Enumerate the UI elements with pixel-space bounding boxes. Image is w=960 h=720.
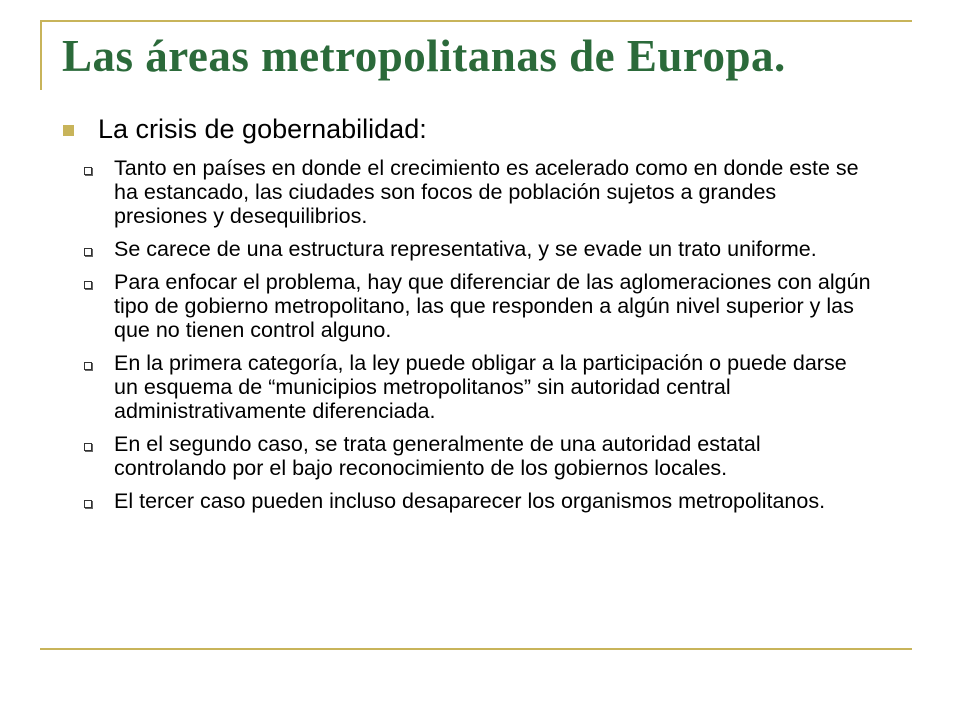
square-bullet-icon [63,125,74,136]
sub-bullet-item [82,351,920,423]
sub-bullet-item [82,237,920,261]
sub-bullet-text: En la primera categoría, la ley puede obligar a la participación o puede darse un esquema de “municipios metropolitanos” sin autoridad central administrativamente diferenciada. [114,351,847,423]
hollow-square-bullet-icon [84,362,92,370]
slide-body [60,112,920,522]
sub-bullet-item [82,156,920,228]
hollow-square-bullet-icon [84,248,92,256]
sub-bullet-item [82,489,920,513]
hollow-square-bullet-icon [84,500,92,508]
slide-title: Las áreas metropolitanas de Europa. [62,31,786,81]
sub-bullet-text: El tercer caso pueden incluso desaparecer los organismos metropolitanos. [114,489,826,513]
sub-bullet-text: Se carece de una estructura representativa, y se evade un trato uniforme. [114,237,817,261]
hollow-square-bullet-icon [84,443,92,451]
hollow-square-bullet-icon [84,281,92,289]
bullet-heading: La crisis de gobernabilidad: [98,114,427,144]
main-bullet-item [60,112,920,146]
left-rule [40,20,42,90]
hollow-square-bullet-icon [84,167,92,175]
sub-bullet-list [60,156,920,513]
sub-bullet-item [82,270,920,342]
bottom-rule [40,648,912,650]
sub-bullet-text: Tanto en países en donde el crecimiento es acelerado como en donde este se ha estancado, las ciudades son focos de población sujetos a grandes presiones y desequilibrios. [114,156,859,228]
sub-bullet-item [82,432,920,480]
sub-bullet-text: Para enfocar el problema, hay que diferenciar de las aglomeraciones con algún tipo de gobierno metropolitano, las que responden a algún nivel superior y las que no tienen control alguno. [114,270,871,342]
top-rule [40,20,912,22]
sub-bullet-text: En el segundo caso, se trata generalmente de una autoridad estatal controlando por el bajo reconocimiento de los gobiernos locales. [114,432,761,480]
